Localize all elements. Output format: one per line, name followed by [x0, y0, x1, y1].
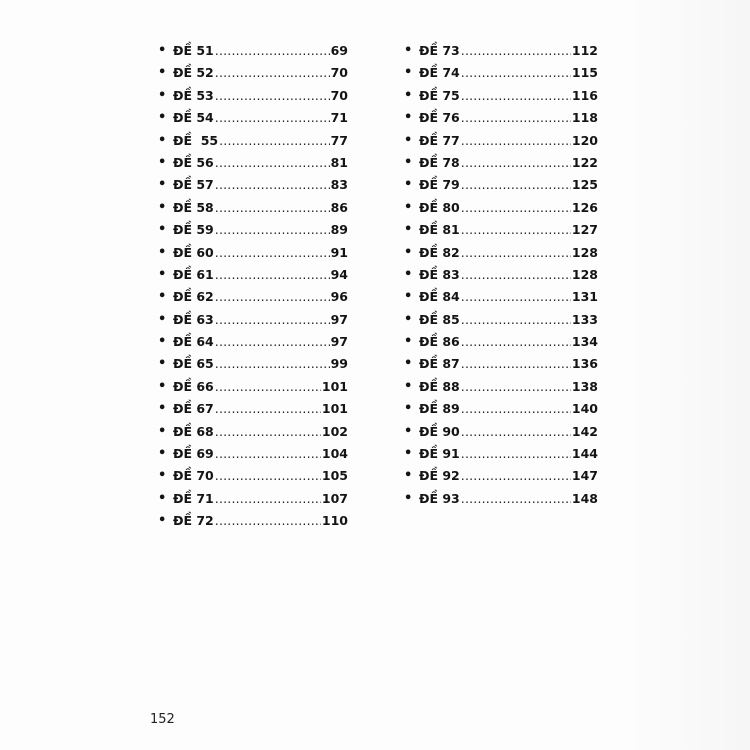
- toc-entry-label: ĐỀ 83: [419, 266, 460, 282]
- page-shadow-edge: [634, 0, 750, 750]
- dot-leader: [461, 40, 571, 62]
- dot-leader: [215, 264, 330, 286]
- toc-entry: [158, 398, 348, 420]
- toc-entry-page: 71: [330, 110, 348, 126]
- dot-leader: [215, 286, 330, 308]
- toc-entry-page: 70: [330, 87, 348, 103]
- bullet-icon: •: [158, 154, 167, 170]
- toc-entry: [158, 40, 348, 62]
- toc-entry-label: ĐỀ 85: [419, 311, 460, 327]
- toc-entry-page: 102: [321, 423, 348, 439]
- dot-leader: [215, 152, 330, 174]
- toc-entry: [404, 62, 598, 84]
- bullet-icon: •: [404, 222, 413, 238]
- toc-entry-page: 120: [571, 132, 598, 148]
- toc-entry-page: 94: [330, 266, 348, 282]
- dot-leader: [215, 376, 321, 398]
- toc-entry: [158, 264, 348, 286]
- toc-entry-page: 110: [321, 513, 348, 529]
- dot-leader: [461, 331, 571, 353]
- dot-leader: [215, 40, 330, 62]
- dot-leader: [215, 309, 330, 331]
- toc-entry: [158, 331, 348, 353]
- bullet-icon: •: [158, 244, 167, 260]
- dot-leader: [215, 443, 321, 465]
- toc-entry: [404, 130, 598, 152]
- dot-leader: [215, 107, 330, 129]
- toc-entry: [158, 376, 348, 398]
- bullet-icon: •: [158, 87, 167, 103]
- bullet-icon: •: [158, 110, 167, 126]
- dot-leader: [215, 465, 321, 487]
- toc-entry: [404, 242, 598, 264]
- bullet-icon: •: [158, 266, 167, 282]
- toc-entry-label: ĐỀ 74: [419, 65, 460, 81]
- toc-entry-page: 133: [571, 311, 598, 327]
- dot-leader: [461, 376, 571, 398]
- bullet-icon: •: [404, 356, 413, 372]
- dot-leader: [461, 152, 571, 174]
- dot-leader: [461, 488, 571, 510]
- bullet-icon: •: [404, 266, 413, 282]
- bullet-icon: •: [404, 468, 413, 484]
- toc-entry-page: 142: [571, 423, 598, 439]
- toc-entry-page: 83: [330, 177, 348, 193]
- toc-entry-label: ĐỀ 91: [419, 446, 460, 462]
- dot-leader: [215, 421, 321, 443]
- toc-entry-label: ĐỀ 72: [173, 513, 214, 529]
- toc-entry: [404, 309, 598, 331]
- toc-entry-page: 91: [330, 244, 348, 260]
- dot-leader: [219, 130, 329, 152]
- toc-entry: [158, 465, 348, 487]
- toc-entry-label: ĐỀ 92: [419, 468, 460, 484]
- page-number: 152: [150, 712, 175, 727]
- bullet-icon: •: [158, 43, 167, 58]
- dot-leader: [215, 331, 330, 353]
- toc-entry: [158, 174, 348, 196]
- toc-entry-label: ĐỀ 84: [419, 289, 460, 305]
- toc-entry: [404, 398, 598, 420]
- bullet-icon: •: [158, 222, 167, 238]
- toc-entry-page: 101: [321, 378, 348, 394]
- toc-entry-label: ĐỀ 58: [173, 199, 214, 215]
- toc-entry-label: ĐỀ 66: [173, 378, 214, 394]
- bullet-icon: •: [158, 513, 167, 529]
- bullet-icon: •: [404, 490, 413, 506]
- toc-entry: [404, 443, 598, 465]
- toc-entry-page: 138: [571, 378, 598, 394]
- toc-entry: [404, 219, 598, 241]
- toc-entry-label: ĐỀ 59: [173, 222, 214, 238]
- toc-entry-label: ĐỀ 88: [419, 378, 460, 394]
- bullet-icon: •: [404, 378, 413, 394]
- toc-entry-label: ĐỀ 69: [173, 446, 214, 462]
- bullet-icon: •: [404, 65, 413, 81]
- dot-leader: [215, 197, 330, 219]
- toc-entry-page: 147: [571, 468, 598, 484]
- toc-entry: [158, 510, 348, 532]
- dot-leader: [461, 353, 571, 375]
- dot-leader: [461, 62, 571, 84]
- toc-entry-label: ĐỀ 93: [419, 490, 460, 506]
- bullet-icon: •: [158, 468, 167, 484]
- toc-entry-label: ĐỀ 54: [173, 110, 214, 126]
- bullet-icon: •: [404, 110, 413, 126]
- bullet-icon: •: [404, 132, 413, 148]
- toc-entry-page: 116: [571, 87, 598, 103]
- dot-leader: [461, 242, 571, 264]
- bullet-icon: •: [404, 154, 413, 170]
- bullet-icon: •: [158, 490, 167, 506]
- dot-leader: [215, 85, 330, 107]
- toc-entry-label: ĐỀ 63: [173, 311, 214, 327]
- toc-entry: [404, 286, 598, 308]
- bullet-icon: •: [404, 334, 413, 350]
- toc-entry-page: 140: [571, 401, 598, 417]
- dot-leader: [461, 130, 571, 152]
- bullet-icon: •: [158, 177, 167, 193]
- toc-entry-label: ĐỀ 64: [173, 334, 214, 350]
- toc-entry: [404, 174, 598, 196]
- toc-entry: [404, 353, 598, 375]
- toc-right-column: [404, 40, 598, 510]
- bullet-icon: •: [158, 446, 167, 462]
- dot-leader: [215, 174, 330, 196]
- toc-entry-label: ĐỀ 78: [419, 154, 460, 170]
- dot-leader: [461, 398, 571, 420]
- toc-entry-page: 96: [330, 289, 348, 305]
- toc-entry-page: 144: [571, 446, 598, 462]
- toc-entry: [158, 219, 348, 241]
- toc-entry-page: 112: [571, 43, 598, 58]
- toc-entry: [158, 107, 348, 129]
- toc-entry-label: ĐỀ 76: [419, 110, 460, 126]
- toc-entry: [404, 376, 598, 398]
- toc-entry-label: ĐỀ 80: [419, 199, 460, 215]
- dot-leader: [215, 488, 321, 510]
- toc-entry-page: 101: [321, 401, 348, 417]
- toc-entry-label: ĐỀ 65: [173, 356, 214, 372]
- toc-entry-page: 128: [571, 266, 598, 282]
- toc-entry-page: 118: [571, 110, 598, 126]
- dot-leader: [461, 286, 571, 308]
- toc-entry: [158, 488, 348, 510]
- dot-leader: [461, 309, 571, 331]
- toc-entry-label: ĐỀ 81: [419, 222, 460, 238]
- dot-leader: [461, 219, 571, 241]
- toc-entry-label: ĐỀ 67: [173, 401, 214, 417]
- bullet-icon: •: [158, 132, 167, 148]
- toc-entry-label: ĐỀ 57: [173, 177, 214, 193]
- bullet-icon: •: [158, 378, 167, 394]
- toc-entry: [158, 353, 348, 375]
- bullet-icon: •: [158, 311, 167, 327]
- toc-entry-page: 131: [571, 289, 598, 305]
- toc-entry-page: 99: [330, 356, 348, 372]
- bullet-icon: •: [404, 311, 413, 327]
- toc-entry-label: ĐỀ 56: [173, 154, 214, 170]
- dot-leader: [215, 510, 321, 532]
- toc-entry-page: 122: [571, 154, 598, 170]
- toc-entry: [404, 488, 598, 510]
- bullet-icon: •: [404, 199, 413, 215]
- toc-entry-page: 77: [330, 132, 348, 148]
- toc-entry-label: ĐỀ 51: [173, 43, 214, 58]
- dot-leader: [461, 197, 571, 219]
- dot-leader: [215, 242, 330, 264]
- toc-entry-page: 105: [321, 468, 348, 484]
- toc-entry-label: ĐỀ 79: [419, 177, 460, 193]
- dot-leader: [461, 174, 571, 196]
- toc-entry-page: 97: [330, 334, 348, 350]
- toc-entry: [158, 152, 348, 174]
- bullet-icon: •: [158, 356, 167, 372]
- toc-entry-page: 86: [330, 199, 348, 215]
- toc-entry-label: ĐỀ 82: [419, 244, 460, 260]
- bullet-icon: •: [158, 401, 167, 417]
- toc-entry-page: 81: [330, 154, 348, 170]
- toc-entry-label: ĐỀ 68: [173, 423, 214, 439]
- toc-entry-page: 69: [330, 43, 348, 58]
- toc-entry: [404, 421, 598, 443]
- toc-entry-label: ĐỀ 61: [173, 266, 214, 282]
- bullet-icon: •: [404, 43, 413, 58]
- toc-entry-label: ĐỀ 52: [173, 65, 214, 81]
- dot-leader: [215, 353, 330, 375]
- bullet-icon: •: [404, 423, 413, 439]
- toc-left-column: [158, 40, 348, 533]
- toc-entry-label: ĐỀ 89: [419, 401, 460, 417]
- bullet-icon: •: [158, 289, 167, 305]
- toc-entry: [404, 40, 598, 62]
- toc-entry-label: ĐỀ 53: [173, 87, 214, 103]
- toc-entry: [404, 331, 598, 353]
- toc-entry-label: ĐỀ 75: [419, 87, 460, 103]
- toc-entry-label: ĐỀ 73: [419, 43, 460, 58]
- dot-leader: [461, 421, 571, 443]
- dot-leader: [461, 443, 571, 465]
- toc-entry-page: 125: [571, 177, 598, 193]
- dot-leader: [215, 62, 330, 84]
- toc-entry: [158, 443, 348, 465]
- dot-leader: [461, 264, 571, 286]
- toc-entry: [404, 197, 598, 219]
- toc-entry: [404, 152, 598, 174]
- toc-entry-page: 115: [571, 65, 598, 81]
- bullet-icon: •: [404, 401, 413, 417]
- dot-leader: [215, 398, 321, 420]
- toc-entry-label: ĐỀ 86: [419, 334, 460, 350]
- bullet-icon: •: [158, 65, 167, 81]
- dot-leader: [461, 465, 571, 487]
- toc-entry-label: ĐỀ 55: [173, 132, 219, 148]
- toc-entry-page: 128: [571, 244, 598, 260]
- toc-entry-label: ĐỀ 62: [173, 289, 214, 305]
- toc-entry: [404, 85, 598, 107]
- toc-entry-label: ĐỀ 90: [419, 423, 460, 439]
- bullet-icon: •: [404, 177, 413, 193]
- toc-entry-page: 104: [321, 446, 348, 462]
- toc-entry: [404, 107, 598, 129]
- toc-entry: [158, 85, 348, 107]
- toc-entry: [404, 465, 598, 487]
- toc-entry: [404, 264, 598, 286]
- bullet-icon: •: [158, 423, 167, 439]
- toc-entry-label: ĐỀ 87: [419, 356, 460, 372]
- dot-leader: [461, 107, 571, 129]
- toc-entry-page: 127: [571, 222, 598, 238]
- toc-entry-page: 126: [571, 199, 598, 215]
- dot-leader: [215, 219, 330, 241]
- toc-entry-label: ĐỀ 71: [173, 490, 214, 506]
- bullet-icon: •: [404, 289, 413, 305]
- toc-entry-page: 97: [330, 311, 348, 327]
- bullet-icon: •: [404, 446, 413, 462]
- toc-entry: [158, 242, 348, 264]
- toc-entry-page: 148: [571, 490, 598, 506]
- toc-entry-page: 134: [571, 334, 598, 350]
- toc-entry-page: 107: [321, 490, 348, 506]
- toc-entry: [158, 130, 348, 152]
- toc-entry: [158, 421, 348, 443]
- dot-leader: [461, 85, 571, 107]
- toc-entry: [158, 286, 348, 308]
- toc-entry-label: ĐỀ 70: [173, 468, 214, 484]
- toc-entry-label: ĐỀ 60: [173, 244, 214, 260]
- toc-entry-page: 89: [330, 222, 348, 238]
- toc-entry: [158, 197, 348, 219]
- bullet-icon: •: [158, 199, 167, 215]
- toc-entry-page: 70: [330, 65, 348, 81]
- bullet-icon: •: [404, 87, 413, 103]
- toc-entry-page: 136: [571, 356, 598, 372]
- toc-entry-label: ĐỀ 77: [419, 132, 460, 148]
- bullet-icon: •: [404, 244, 413, 260]
- toc-entry: [158, 62, 348, 84]
- bullet-icon: •: [158, 334, 167, 350]
- toc-entry: [158, 309, 348, 331]
